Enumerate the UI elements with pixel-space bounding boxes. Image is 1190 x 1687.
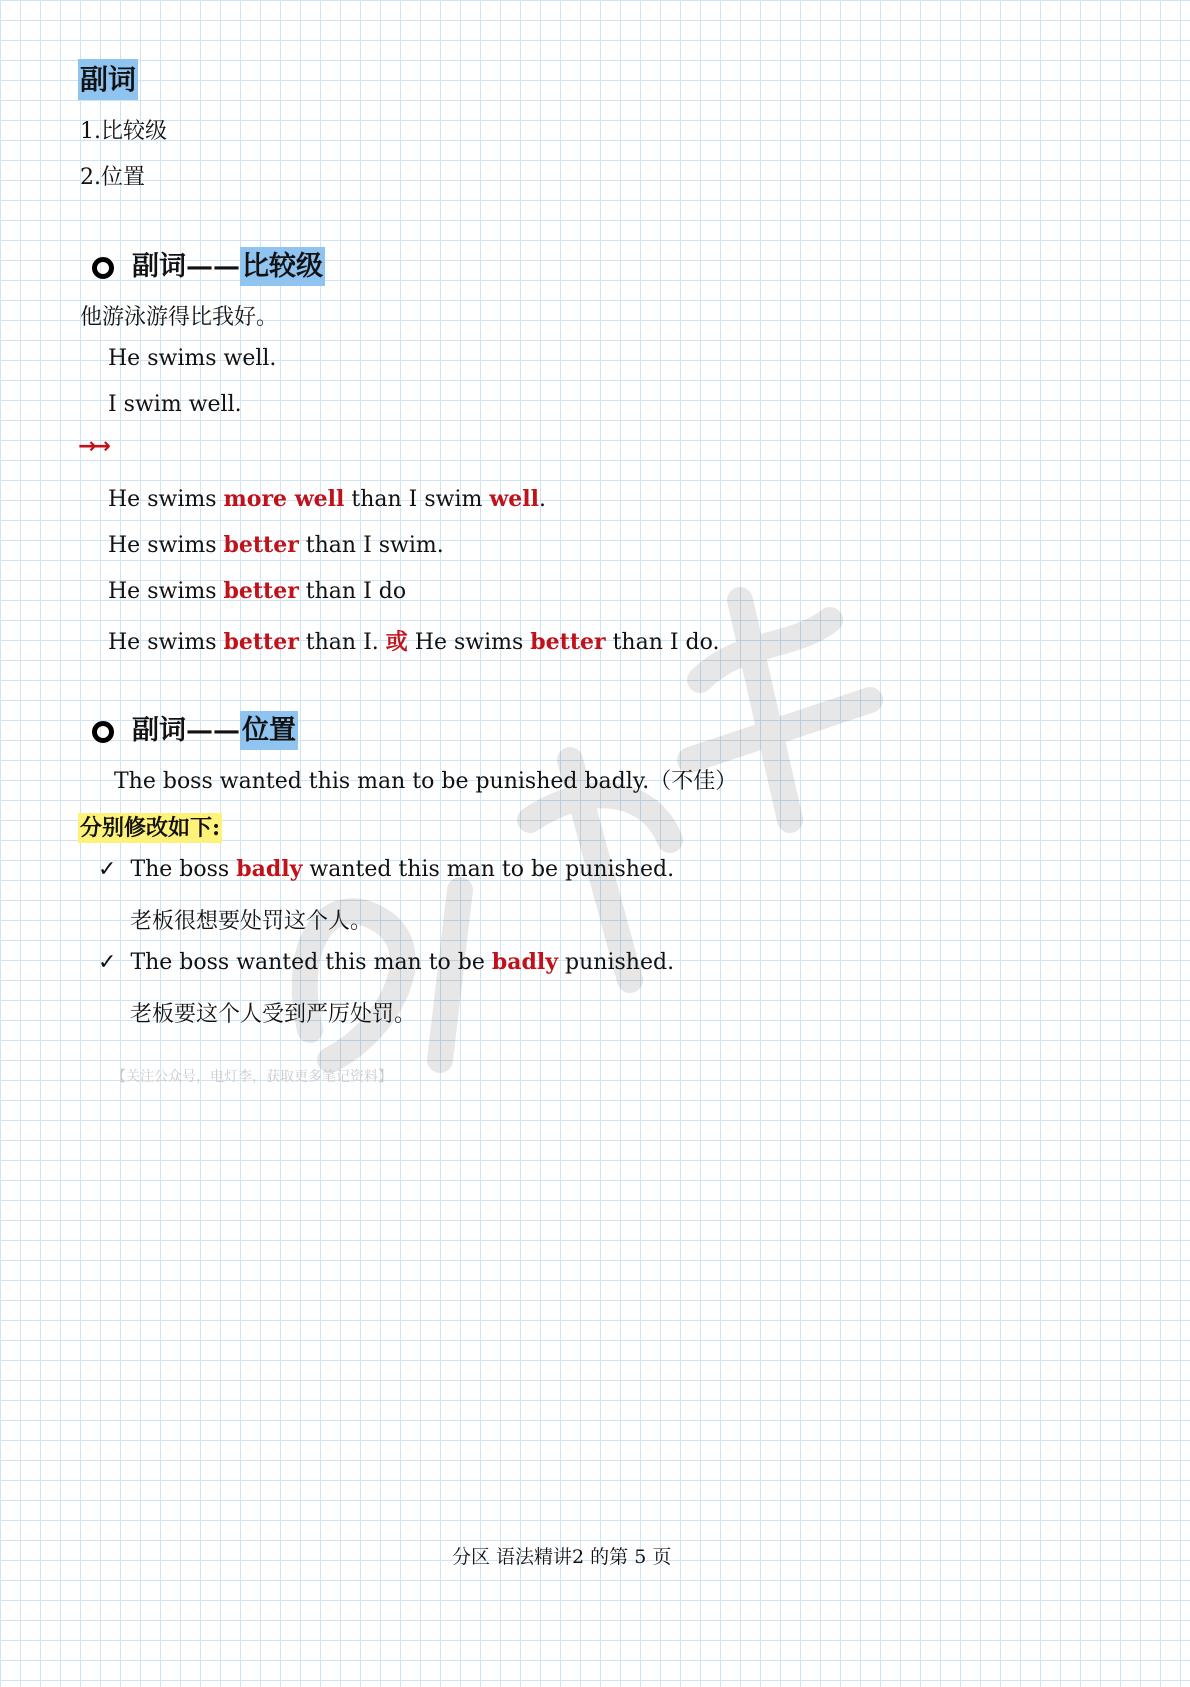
comparative-example-2: He swims better than I swim. xyxy=(108,532,444,558)
revision-label: 分别修改如下: xyxy=(80,815,221,841)
toc-item-2: 2.位置 xyxy=(80,165,145,190)
revision-1-translation: 老板很想要处罚这个人。 xyxy=(130,909,373,934)
page-footer: 分区 语法精讲2 的第 5 页 xyxy=(452,1546,672,1568)
comparative-example-1: He swims more well than I swim well. xyxy=(108,486,546,512)
cn-example-sentence: 他游泳游得比我好。 xyxy=(80,305,279,330)
revision-2: ✓ The boss wanted this man to be badly punished. xyxy=(98,949,675,975)
arrow-icon: →→ xyxy=(78,434,107,459)
comparative-example-3: He swims better than I do xyxy=(108,578,407,604)
revision-2-translation: 老板要这个人受到严厉处罚。 xyxy=(130,1002,417,1027)
section-position-heading: 副词——位置 xyxy=(92,708,298,747)
bullet-icon xyxy=(92,721,114,743)
faint-note: 【关注公众号，电灯李，获取更多笔记资料】 xyxy=(112,1069,392,1085)
original-sentence: The boss wanted this man to be punished badly.（不佳） xyxy=(114,769,738,794)
bullet-icon xyxy=(92,257,114,279)
example-line: I swim well. xyxy=(108,392,242,417)
page-heading: 副词 xyxy=(78,58,138,98)
checkmark-icon: ✓ xyxy=(98,857,117,882)
comparative-example-4: He swims better than I. 或 He swims better than I do. xyxy=(108,629,720,655)
revision-1: ✓ The boss badly wanted this man to be punished. xyxy=(98,856,675,882)
toc-item-1: 1.比较级 xyxy=(80,119,167,144)
section-comparative-heading: 副词——比较级 xyxy=(92,244,325,283)
example-line: He swims well. xyxy=(108,346,277,371)
checkmark-icon: ✓ xyxy=(98,950,117,975)
